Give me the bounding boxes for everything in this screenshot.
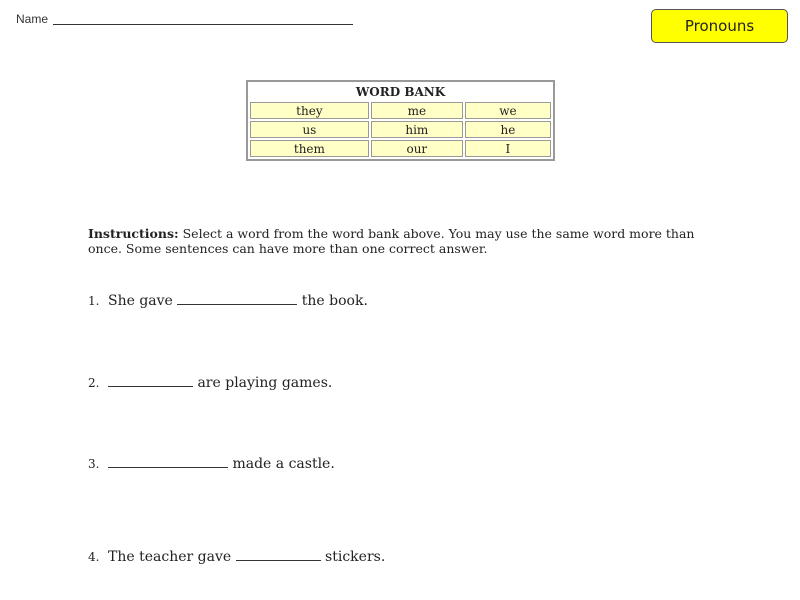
question-number: 1. (88, 294, 100, 308)
answer-blank[interactable] (177, 290, 297, 305)
word-cell: me (371, 102, 463, 119)
question-number: 2. (88, 376, 100, 390)
answer-blank[interactable] (236, 546, 321, 561)
question-1 (88, 290, 368, 309)
question-text: are playing games. (197, 375, 333, 391)
question-text: The teacher gave (108, 549, 232, 565)
answer-blank[interactable] (108, 453, 228, 468)
question-text: the book. (301, 293, 368, 309)
instructions-text: Select a word from the word bank above. You may use the same word more than once. Some sentences can have more than one correct answer. (88, 226, 695, 256)
word-bank-title: WORD BANK (250, 84, 551, 100)
question-number: 4. (88, 550, 100, 564)
question-4 (88, 546, 385, 565)
answer-blank[interactable] (108, 372, 193, 387)
question-text: stickers. (325, 549, 386, 565)
question-text: made a castle. (232, 456, 335, 472)
word-cell: they (250, 102, 369, 119)
name-input-line[interactable] (53, 24, 353, 25)
title-badge: Pronouns (651, 9, 788, 43)
word-bank-table (246, 80, 555, 161)
word-cell: we (465, 102, 551, 119)
question-3 (88, 453, 335, 472)
word-cell: our (371, 140, 463, 157)
word-cell: us (250, 121, 369, 138)
question-number: 3. (88, 457, 100, 471)
instructions (88, 226, 708, 256)
word-cell: he (465, 121, 551, 138)
word-cell: I (465, 140, 551, 157)
word-cell: them (250, 140, 369, 157)
instructions-label: Instructions: (88, 226, 179, 241)
word-cell: him (371, 121, 463, 138)
name-label: Name (16, 12, 49, 26)
question-text: She gave (108, 293, 173, 309)
question-2 (88, 372, 332, 391)
